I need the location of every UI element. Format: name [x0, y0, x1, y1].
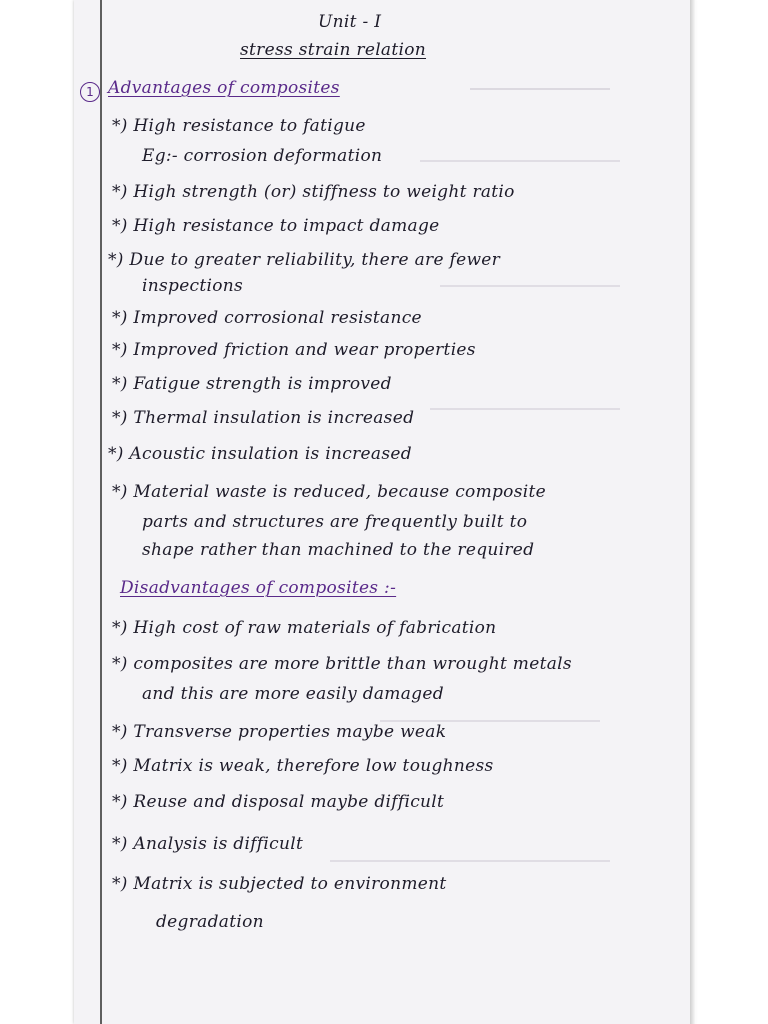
list-item: *) High resistance to impact damage — [112, 216, 440, 236]
advantages-heading: Advantages of composites — [108, 78, 340, 98]
list-item: *) Matrix is subjected to environment — [112, 874, 447, 894]
list-item: parts and structures are frequently built to — [142, 512, 528, 532]
list-item: *) Reuse and disposal maybe difficult — [112, 792, 445, 812]
list-item: *) Improved corrosional resistance — [112, 308, 422, 328]
list-item: *) High cost of raw materials of fabrication — [112, 618, 497, 638]
list-item: *) Material waste is reduced, because composite — [112, 482, 546, 502]
list-item: Eg:- corrosion deformation — [142, 146, 383, 166]
list-item: *) High strength (or) stiffness to weight ratio — [112, 182, 515, 202]
list-item: *) Matrix is weak, therefore low toughness — [112, 756, 494, 776]
list-item: shape rather than machined to the required — [142, 540, 535, 560]
list-item: *) High resistance to fatigue — [112, 116, 366, 136]
page-subtitle: stress strain relation — [240, 40, 427, 60]
list-item: *) Improved friction and wear properties — [112, 340, 476, 360]
list-item: *) Fatigue strength is improved — [112, 374, 392, 394]
list-item: *) Analysis is difficult — [112, 834, 304, 854]
list-item: *) Acoustic insulation is increased — [108, 444, 412, 464]
list-item: *) Transverse properties maybe weak — [112, 722, 447, 742]
list-item: degradation — [156, 912, 264, 932]
list-item: *) Thermal insulation is increased — [112, 408, 415, 428]
section-number: 1 — [80, 82, 100, 102]
list-item: inspections — [142, 276, 244, 296]
margin-line — [100, 0, 102, 1024]
list-item: and this are more easily damaged — [142, 684, 444, 704]
unit-title: Unit - I — [318, 12, 382, 32]
list-item: *) composites are more brittle than wrought metals — [112, 654, 572, 674]
page-edge-shadow — [690, 0, 696, 1024]
list-item: *) Due to greater reliability, there are fewer — [108, 250, 501, 270]
disadvantages-heading: Disadvantages of composites :- — [120, 578, 397, 598]
